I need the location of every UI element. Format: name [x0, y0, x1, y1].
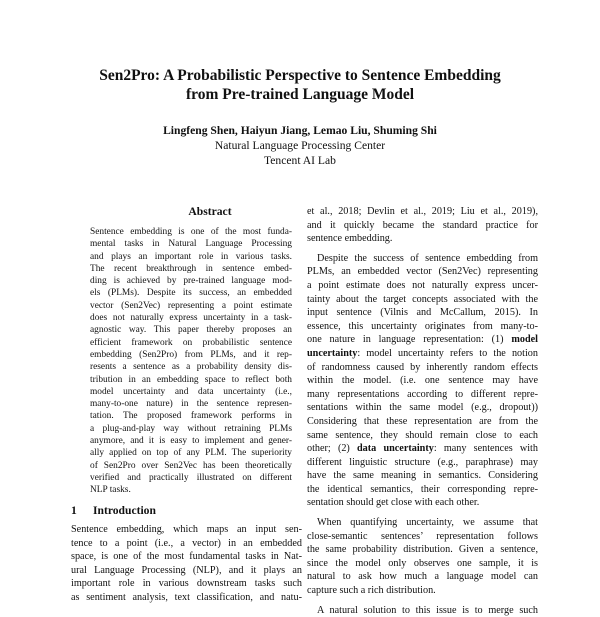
- text-line: the identical semantics, their corresponding repre-: [307, 483, 538, 495]
- text-line: and it quickly became the standard practice for: [307, 219, 538, 231]
- text-line: ally applied on top of any PLM. The superiority: [90, 448, 292, 459]
- introduction-body: [71, 523, 302, 605]
- paragraph-citations: [307, 205, 538, 246]
- text-line: tence to a point (i.e., a vector) in an embedded: [71, 537, 302, 549]
- text-line: other; (2) data uncertainty: many sentences with: [307, 443, 538, 455]
- text-line: space, is one of the most fundamental tasks in Nat-: [71, 551, 302, 563]
- text-line: different linguistic structure (e.g., paraphrase) may: [307, 456, 538, 468]
- section-title: Introduction: [93, 504, 156, 517]
- text-line: anymore, and it is easy to implement and gener-: [90, 436, 292, 447]
- text-line: does not naturally express uncertainty in a task-: [90, 313, 292, 324]
- text-line: essence, this uncertainty originates from many-to-: [307, 320, 538, 332]
- text-line: tribution in an embedding space to reflect both: [90, 374, 292, 385]
- text-line: same sentence, they should remain close to each: [307, 429, 538, 441]
- text-line: of Sen2Pro over Sen2Vec has been theoretically: [90, 460, 292, 471]
- text-line: one nature in language representation: (1) model: [307, 334, 538, 346]
- text-line: tainty about the target concepts associated with the: [307, 293, 538, 305]
- section-heading-introduction: [71, 504, 156, 517]
- right-column-body: [307, 205, 538, 617]
- text-line: within the model. (i.e. one sentence may have: [307, 375, 538, 387]
- text-line: have the same meaning in semantics. Considering: [307, 470, 538, 482]
- text-line: many-to-one nature) in the sentence represen-: [90, 399, 292, 410]
- affiliation: Natural Language Processing Center: [214, 139, 386, 152]
- text-line: PLMs, an embedded vector (Sen2Vec) representing: [307, 266, 538, 278]
- text-line: NLP tasks.: [90, 485, 131, 496]
- paragraph-uncertainty-cont: [307, 361, 538, 443]
- text-line: Sentence embedding, which maps an input sen-: [71, 524, 302, 535]
- text-line: resents a sentence as a probability density dis-: [90, 362, 292, 373]
- text-line: els (PLMs). Despite its success, an embedded: [90, 288, 292, 299]
- text-line: and plays an important role in various tasks.: [90, 251, 292, 262]
- paragraph-uncertainty-end: [307, 456, 538, 510]
- text-line: Despite the success of sentence embedding from: [317, 252, 538, 264]
- abstract-body: [90, 226, 292, 497]
- text-line: The recent breakthrough in sentence embed-: [90, 263, 292, 274]
- text-line: mental tasks in Natural Language Processing: [90, 239, 292, 250]
- author-block: [60, 123, 540, 168]
- text-line: uncertainty: model uncertainty refers to the notion: [307, 347, 538, 359]
- model-uncertainty-term: model: [511, 334, 538, 346]
- text-line: close-semantic sentences’ representation follows: [307, 530, 538, 542]
- text-line: the same probability distribution. Given a sentence,: [307, 544, 538, 556]
- author-names: Lingfeng Shen, Haiyun Jiang, Lemao Liu, Shuming Shi: [163, 124, 437, 137]
- text-line: model uncertainty and data uncertainty (i.e.,: [90, 386, 292, 397]
- text-line: input sentence (Vilnis and McCallum, 2015). In: [307, 307, 538, 319]
- text-line: ural Language Processing (NLP), and it plays an: [71, 564, 302, 576]
- model-uncertainty-term-cont: uncertainty: [307, 347, 358, 359]
- text-line: tation. The proposed framework performs in: [90, 411, 292, 422]
- text-line: of randomness caused by inherently random effects: [307, 361, 538, 373]
- text-line: a point estimate does not naturally express uncer-: [307, 279, 538, 291]
- text-line: et al., 2018; Devlin et al., 2019; Liu et al., 2019),: [307, 206, 538, 217]
- data-uncertainty-term: data uncertainty: [357, 443, 434, 455]
- text-line: embedding (Sen2Pro) from PLMs, and it rep-: [90, 349, 292, 360]
- text-line: many representations according to different repre-: [307, 388, 538, 400]
- text-line: sentation should get close with each other.: [307, 497, 480, 509]
- organization: Tencent AI Lab: [264, 154, 336, 167]
- text-line: important role in various downstream tasks such: [71, 578, 302, 590]
- paragraph-quantifying: [307, 516, 538, 598]
- text-line: as sentiment analysis, text classification, and natu-: [71, 591, 302, 603]
- text-line: vector (Sen2Vec) representing a point estimate: [90, 300, 292, 311]
- paper-title: [60, 66, 540, 104]
- text-line: efficient framework on probabilistic sentence: [90, 337, 292, 348]
- text-line: sentence embedding.: [307, 233, 393, 245]
- title-line-1: Sen2Pro: A Probabilistic Perspective to Sentence Embedding: [99, 67, 501, 84]
- text-line: When quantifying uncertainty, we assume that: [317, 517, 538, 529]
- paragraph-solution: [307, 604, 538, 617]
- text-line: sentations within the same model (e.g., dropout)): [307, 402, 538, 414]
- text-line: verified and practically illustrated on different: [90, 472, 292, 483]
- text-line: ding is achieved by pre-trained language mod-: [90, 276, 292, 287]
- text-line: A natural solution to this issue is to merge such: [317, 604, 538, 616]
- section-number: 1: [71, 504, 77, 517]
- paragraph-uncertainty: [307, 252, 538, 334]
- text-line: a plug-and-play way without retraining PLMs: [90, 423, 292, 434]
- text-line: Considering that these representation are from the: [307, 415, 538, 427]
- text-line: capture such a rich distribution.: [307, 585, 436, 597]
- abstract-heading: Abstract: [188, 205, 232, 218]
- text-line: Sentence embedding is one of the most funda-: [90, 227, 292, 237]
- text-line: agnostic way. This paper thereby proposes an: [90, 325, 292, 336]
- text-line: natural to ask how much a language model can: [307, 571, 538, 583]
- title-line-2: from Pre-trained Language Model: [185, 86, 415, 103]
- text-line: since the model only observes one sample, it is: [307, 557, 538, 569]
